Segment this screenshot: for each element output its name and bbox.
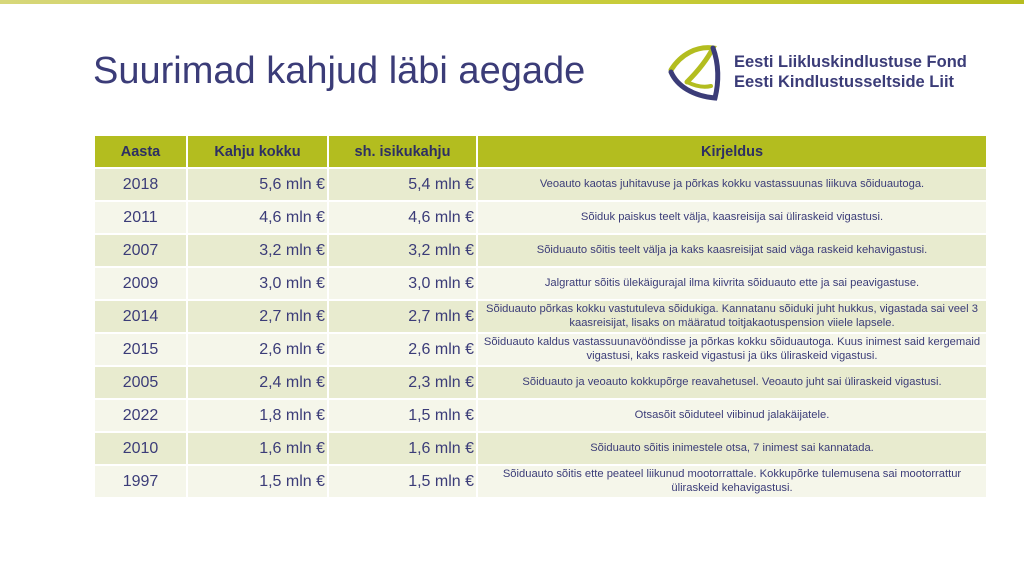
cell-personal-injury: 2,6 mln € [329, 334, 476, 365]
cell-description: Otsasõit sõiduteel viibinud jalakäijatele. [478, 400, 986, 431]
cell-description: Sõiduauto sõitis inimestele otsa, 7 inimest sai kannatada. [478, 433, 986, 464]
cell-total-loss: 2,7 mln € [188, 301, 327, 332]
cell-total-loss: 3,0 mln € [188, 268, 327, 299]
top-accent-bar [0, 0, 1024, 4]
cell-personal-injury: 4,6 mln € [329, 202, 476, 233]
header-total-loss: Kahju kokku [188, 136, 327, 167]
header-description: Kirjeldus [478, 136, 986, 167]
cell-description: Sõiduauto põrkas kokku vastutuleva sõidukiga. Kannatanu sõiduki juht hukkus, vigastada sai veel 3 kaasreisijat, lisaks on määratud toitjakaotuspension viiele lapsele. [478, 301, 986, 332]
largest-losses-table [93, 134, 988, 499]
cell-year: 2015 [95, 334, 186, 365]
logo-line-1: Eesti Liikluskindlustuse Fond [734, 53, 967, 71]
cell-year: 2009 [95, 268, 186, 299]
cell-personal-injury: 1,5 mln € [329, 400, 476, 431]
cell-year: 2011 [95, 202, 186, 233]
table-row [95, 235, 986, 266]
cell-description: Sõiduauto kaldus vastassuunavööndisse ja põrkas kokku sõiduautoga. Kuus inimest said kergemaid vigastusi, kaks raskeid vigastusi ja üks üliraskeid vigastusi. [478, 334, 986, 365]
cell-year: 2007 [95, 235, 186, 266]
table-row [95, 400, 986, 431]
cell-year: 2005 [95, 367, 186, 398]
table-row [95, 433, 986, 464]
logo-text [734, 52, 967, 92]
logo-line-2: Eesti Kindlustusseltside Liit [734, 73, 955, 91]
cell-total-loss: 4,6 mln € [188, 202, 327, 233]
cell-year: 2014 [95, 301, 186, 332]
table-row [95, 169, 986, 200]
table-row [95, 367, 986, 398]
table-row [95, 268, 986, 299]
cell-year: 2018 [95, 169, 186, 200]
cell-total-loss: 5,6 mln € [188, 169, 327, 200]
header-year: Aasta [95, 136, 186, 167]
cell-year: 2022 [95, 400, 186, 431]
logo-mark-icon [667, 42, 729, 102]
cell-description: Sõiduauto ja veoauto kokkupõrge reavahetusel. Veoauto juht sai üliraskeid vigastusi. [478, 367, 986, 398]
page-title: Suurimad kahjud läbi aegade [93, 50, 586, 92]
cell-personal-injury: 3,2 mln € [329, 235, 476, 266]
table-row [95, 301, 986, 332]
cell-personal-injury: 3,0 mln € [329, 268, 476, 299]
cell-personal-injury: 2,7 mln € [329, 301, 476, 332]
cell-total-loss: 2,4 mln € [188, 367, 327, 398]
cell-description: Sõiduauto sõitis ette peateel liikunud mootorrattale. Kokkupõrke tulemusena sai mootorrattur üliraskeid kehavigastusi. [478, 466, 986, 497]
cell-total-loss: 3,2 mln € [188, 235, 327, 266]
cell-year: 1997 [95, 466, 186, 497]
cell-personal-injury: 2,3 mln € [329, 367, 476, 398]
table-row [95, 334, 986, 365]
cell-description: Sõiduk paiskus teelt välja, kaasreisija sai üliraskeid vigastusi. [478, 202, 986, 233]
cell-total-loss: 1,8 mln € [188, 400, 327, 431]
table-header-row [95, 136, 986, 167]
cell-total-loss: 2,6 mln € [188, 334, 327, 365]
cell-personal-injury: 1,5 mln € [329, 466, 476, 497]
cell-year: 2010 [95, 433, 186, 464]
table-row [95, 466, 986, 497]
cell-description: Jalgrattur sõitis ülekäigurajal ilma kiivrita sõiduauto ette ja sai peavigastuse. [478, 268, 986, 299]
cell-description: Veoauto kaotas juhitavuse ja põrkas kokku vastassuunas liikuva sõiduautoga. [478, 169, 986, 200]
cell-total-loss: 1,5 mln € [188, 466, 327, 497]
table-row [95, 202, 986, 233]
header-personal-injury: sh. isikukahju [329, 136, 476, 167]
cell-description: Sõiduauto sõitis teelt välja ja kaks kaasreisijat said väga raskeid kehavigastusi. [478, 235, 986, 266]
cell-personal-injury: 5,4 mln € [329, 169, 476, 200]
cell-total-loss: 1,6 mln € [188, 433, 327, 464]
organization-logo [667, 42, 987, 102]
cell-personal-injury: 1,6 mln € [329, 433, 476, 464]
